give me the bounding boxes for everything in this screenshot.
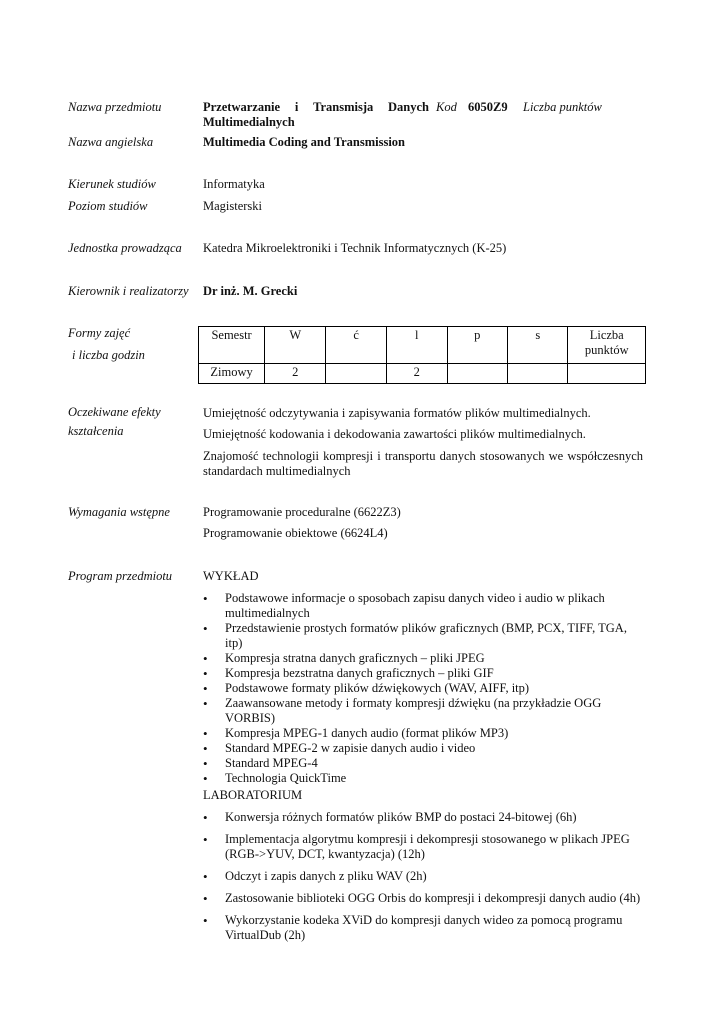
label-program: Program przedmiotu [68, 569, 173, 583]
list-item: • Kompresja bezstratna danych graficznych – pliki GIF [203, 666, 643, 681]
list-item: • Kompresja stratna danych graficznych – pliki JPEG [203, 651, 643, 666]
title-line2: Multimedialnych [203, 115, 295, 129]
table-cell: Zimowy [199, 364, 265, 384]
label-poziom: Poziom studiów [68, 199, 148, 213]
list-item: • Przedstawienie prostych formatów plików graficznych (BMP, PCX, TIFF, TGA, itp) [203, 621, 643, 651]
list-item: • Podstawowe formaty plików dźwiękowych (WAV, AIFF, itp) [203, 681, 643, 696]
list-item: • Podstawowe informacje o sposobach zapisu danych video i audio w plikach multimedialnych [203, 591, 643, 621]
label-wymagania: Wymagania wstępne [68, 505, 170, 519]
title-word: Danych [388, 100, 429, 114]
course-title [203, 100, 429, 130]
table-cell [568, 364, 646, 384]
label-kierownik: Kierownik i realizatorzy [68, 284, 189, 298]
wyklad-heading: WYKŁAD [203, 569, 259, 583]
title-word: Przetwarzanie [203, 100, 281, 114]
table-header-cell: s [508, 327, 568, 364]
label-liczba-punktow: Liczba punktów [523, 100, 602, 114]
table-header-cell: W [265, 327, 326, 364]
label-ksztalcenia: kształcenia [68, 424, 124, 438]
label-nazwa-angielska: Nazwa angielska [68, 135, 154, 149]
laboratorium-list [203, 810, 643, 950]
wymaganie-item: Programowanie proceduralne (6622Z3) [203, 505, 401, 519]
laboratorium-heading: LABORATORIUM [203, 788, 303, 802]
list-item: • Wykorzystanie kodeka XViD do kompresji danych wideo za pomocą programu VirtualDub (2h) [203, 913, 643, 943]
table-cell: 2 [265, 364, 326, 384]
table-row [199, 364, 646, 384]
label-kod: Kod [436, 100, 457, 114]
efekt-item: Znajomość technologii kompresji i transportu danych stosowanych we współczesnych standardach multimedialnych [203, 449, 643, 478]
kod-value: 6050Z9 [468, 100, 508, 114]
poziom-value: Magisterski [203, 199, 263, 213]
table-cell [447, 364, 508, 384]
table-header-cell: ć [326, 327, 386, 364]
label-kierunek: Kierunek studiów [68, 177, 156, 191]
label-liczba-godzin: i liczba godzin [72, 348, 145, 362]
wyklad-list [203, 591, 643, 786]
table-cell: 2 [386, 364, 447, 384]
efekt-item: Umiejętność kodowania i dekodowania zawartości plików multimedialnych. [203, 427, 586, 441]
table-header-row [199, 327, 646, 364]
list-item: • Zastosowanie biblioteki OGG Orbis do kompresji i dekompresji danych audio (4h) [203, 891, 643, 906]
nazwa-angielska-value: Multimedia Coding and Transmission [203, 135, 406, 149]
label-nazwa-przedmiotu: Nazwa przedmiotu [68, 100, 162, 114]
table-cell [508, 364, 568, 384]
label-oczekiwane-efekty: Oczekiwane efekty [68, 405, 161, 419]
table-cell [326, 364, 386, 384]
label-formy-zajec: Formy zajęć [68, 326, 131, 340]
hours-table [198, 326, 646, 384]
table-header-cell: p [447, 327, 508, 364]
kierownik-value: Dr inż. M. Grecki [203, 284, 298, 298]
list-item: • Implementacja algorytmu kompresji i dekompresji stosowanego w plikach JPEG (RGB->YUV, DCT, kwantyzacja) (12h) [203, 832, 643, 862]
list-item: • Kompresja MPEG-1 danych audio (format plików MP3) [203, 726, 643, 741]
title-word: Transmisja [313, 100, 374, 114]
list-item: • Zaawansowane metody i formaty kompresji dźwięku (na przykładzie OGG VORBIS) [203, 696, 643, 726]
efekt-item: Umiejętność odczytywania i zapisywania formatów plików multimedialnych. [203, 406, 591, 420]
title-word: i [294, 100, 299, 114]
list-item: • Standard MPEG-2 w zapisie danych audio i video [203, 741, 643, 756]
list-item: • Konwersja różnych formatów plików BMP do postaci 24-bitowej (6h) [203, 810, 643, 825]
list-item: • Standard MPEG-4 [203, 756, 643, 771]
table-header-cell: Liczba punktów [568, 327, 646, 364]
label-jednostka: Jednostka prowadząca [68, 241, 182, 255]
list-item: • Technologia QuickTime [203, 771, 643, 786]
jednostka-value: Katedra Mikroelektroniki i Technik Informatycznych (K-25) [203, 241, 507, 255]
kierunek-value: Informatyka [203, 177, 265, 191]
wymaganie-item: Programowanie obiektowe (6624L4) [203, 526, 388, 540]
table-header-cell: Semestr [199, 327, 265, 364]
list-item: • Odczyt i zapis danych z pliku WAV (2h) [203, 869, 643, 884]
table-header-cell: l [386, 327, 447, 364]
